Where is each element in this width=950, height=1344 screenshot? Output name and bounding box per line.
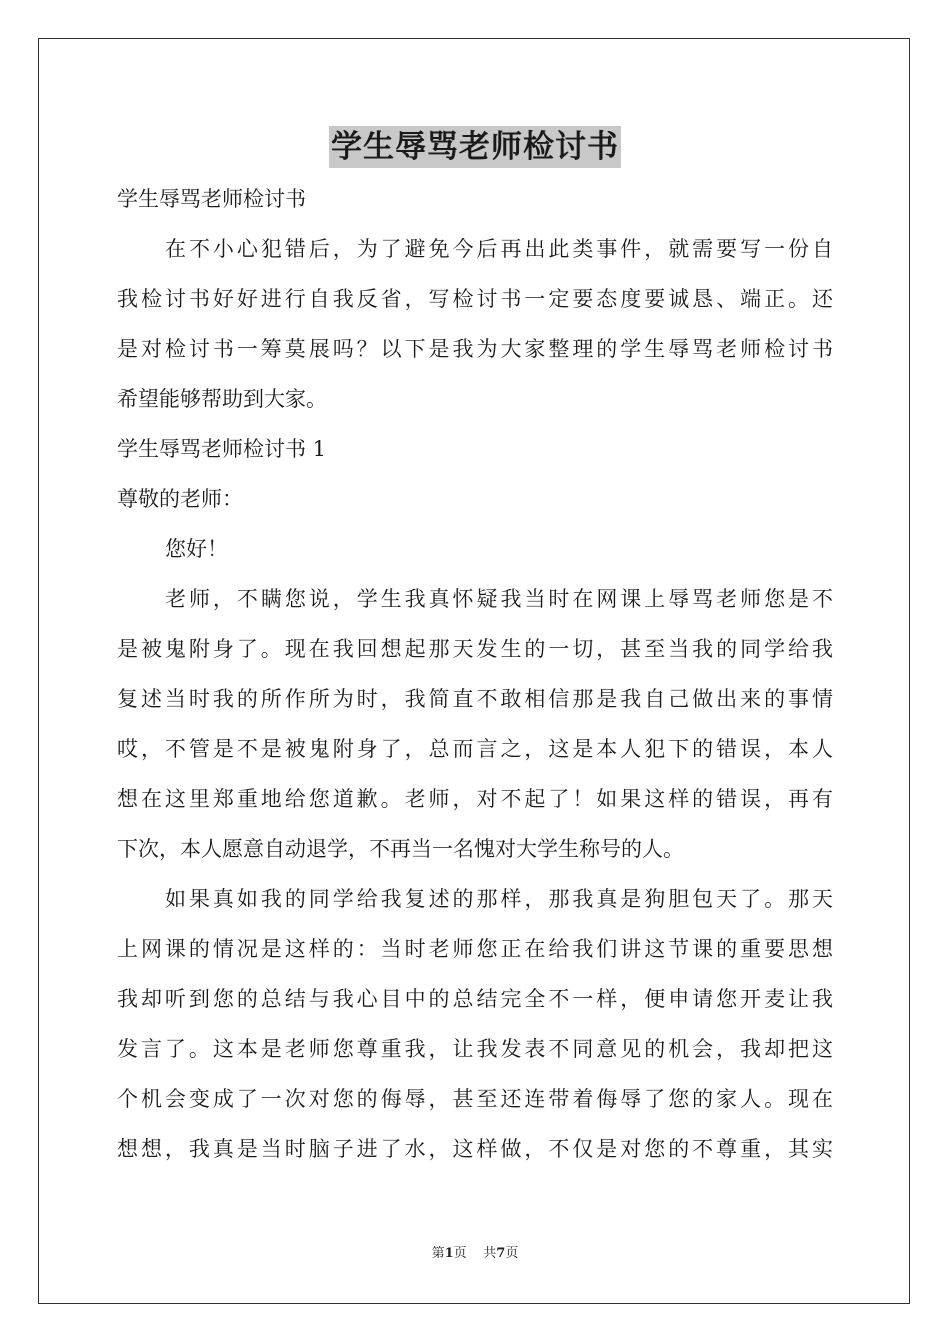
paragraph-line: 个机会变成了一次对您的侮辱，甚至还连带着侮辱了您的家人。现在	[117, 1087, 833, 1111]
document-title-text: 学生辱骂老师检讨书	[329, 126, 621, 168]
page-border	[38, 38, 910, 1304]
salutation: 尊敬的老师：	[117, 487, 243, 511]
paragraph-line: 想在这里郑重地给您道歉。老师，对不起了！如果这样的错误，再有	[117, 787, 833, 811]
paragraph-line: 我却听到您的总结与我心目中的总结完全不一样，便申请您开麦让我	[117, 987, 833, 1011]
intro-line: 在不小心犯错后，为了避免今后再出此类事件，就需要写一份自	[165, 237, 833, 261]
paragraph-line: 想想，我真是当时脑子进了水，这样做，不仅是对您的不尊重，其实	[117, 1137, 833, 1161]
page-prefix: 第	[431, 1246, 445, 1261]
intro-line: 我检讨书好好进行自我反省，写检讨书一定要态度要诚恳、端正。还	[117, 287, 833, 311]
page-suffix: 页	[453, 1246, 467, 1261]
paragraph-line: 是被鬼附身了。现在我回想起那天发生的一切，甚至当我的同学给我	[117, 637, 833, 661]
section-heading: 学生辱骂老师检讨书 1	[117, 437, 327, 461]
paragraph-line: 复述当时我的所作所为时，我简直不敢相信那是我自己做出来的事情	[117, 687, 833, 711]
page-number: 1	[444, 1246, 454, 1261]
paragraph-line: 哎，不管是不是被鬼附身了，总而言之，这是本人犯下的错误，本人	[117, 737, 833, 761]
greeting: 您好！	[165, 537, 228, 561]
paragraph-line: 发言了。这本是老师您尊重我，让我发表不同意见的机会，我却把这	[117, 1037, 833, 1061]
paragraph-line: 下次，本人愿意自动退学，不再当一名愧对大学生称号的人。	[117, 837, 684, 861]
document-title	[0, 126, 950, 168]
total-suffix: 页	[505, 1246, 519, 1261]
intro-line: 是对检讨书一筹莫展吗？以下是我为大家整理的学生辱骂老师检讨书	[117, 337, 833, 361]
total-prefix: 共	[483, 1246, 497, 1261]
paragraph-line: 如果真如我的同学给我复述的那样，那我真是狗胆包天了。那天	[165, 887, 833, 911]
paragraph-line: 上网课的情况是这样的：当时老师您正在给我们讲这节课的重要思想	[117, 937, 833, 961]
page-footer	[0, 1245, 950, 1263]
subtitle: 学生辱骂老师检讨书	[117, 187, 306, 211]
paragraph-line: 老师，不瞒您说，学生我真怀疑我当时在网课上辱骂老师您是不	[165, 587, 833, 611]
total-pages: 7	[496, 1246, 506, 1261]
intro-line: 希望能够帮助到大家。	[117, 387, 327, 411]
